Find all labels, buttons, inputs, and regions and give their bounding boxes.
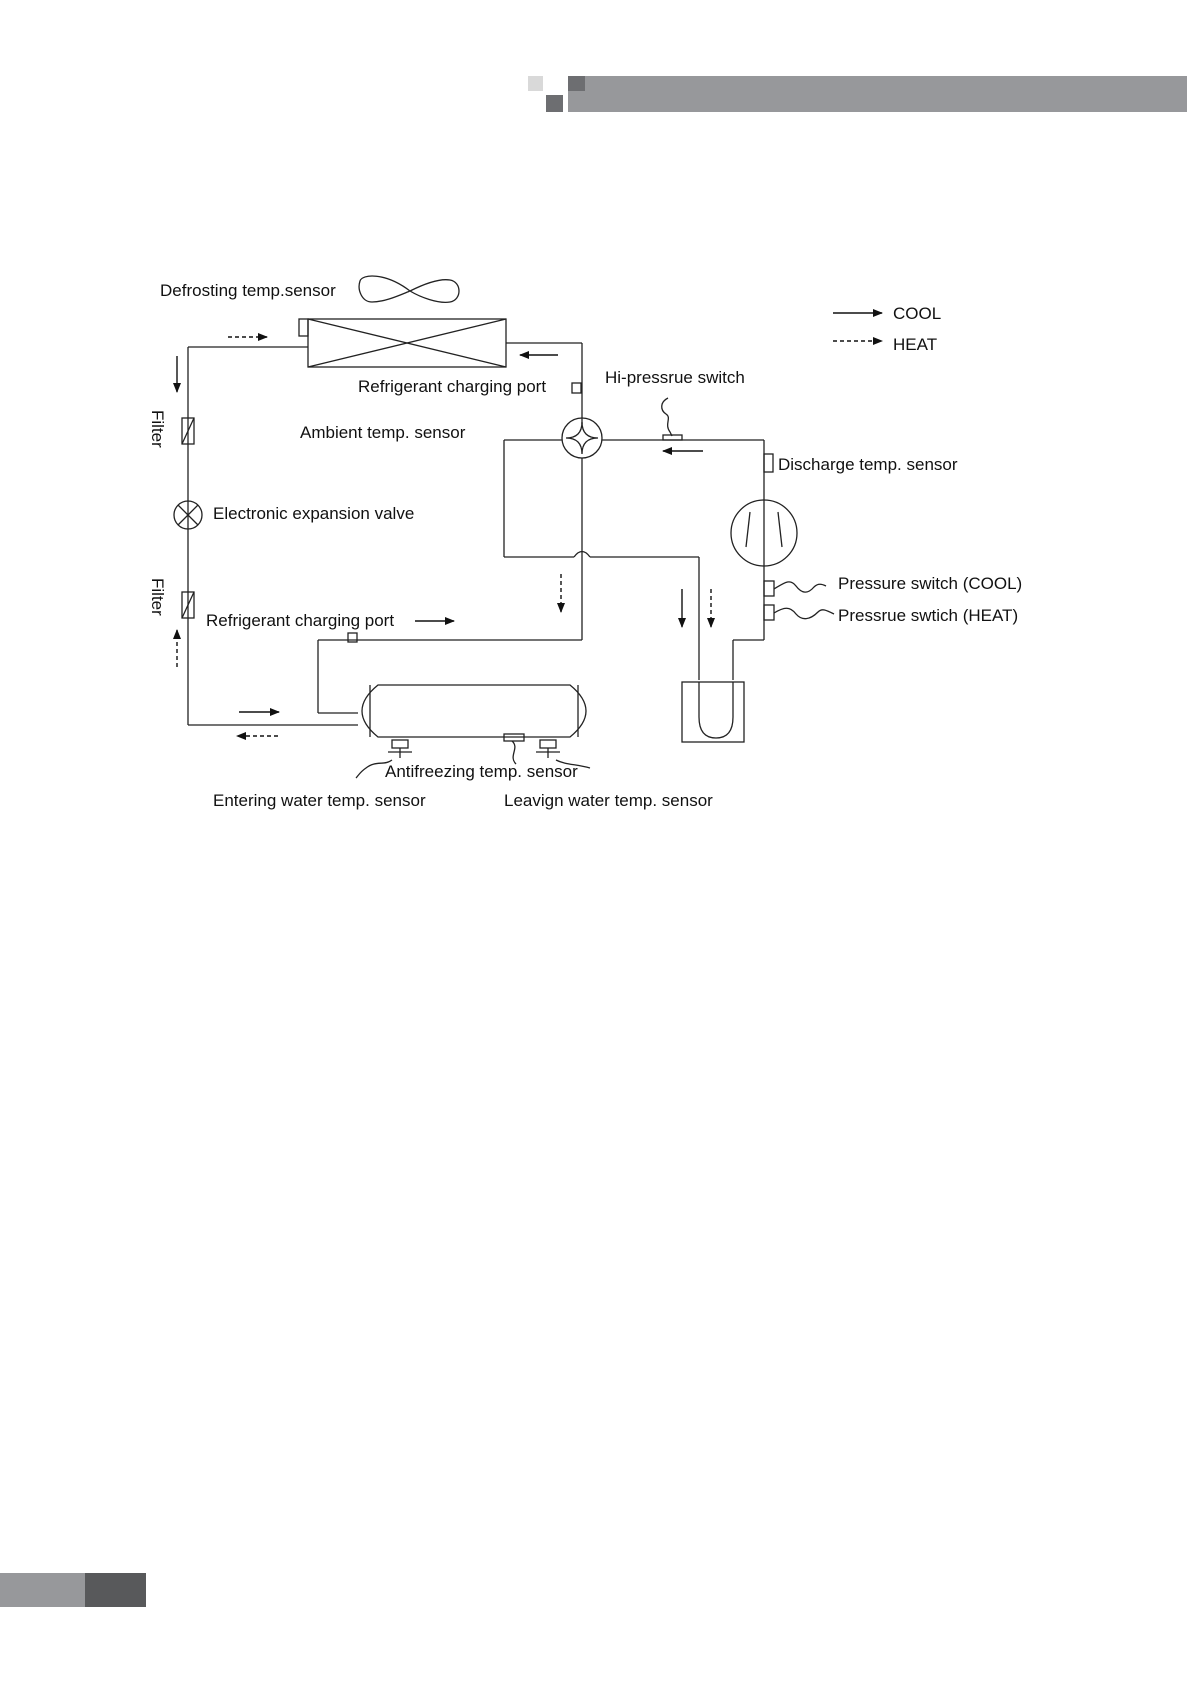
- label-charging-port-bottom: Refrigerant charging port: [206, 611, 395, 630]
- condenser-fan-icon: [359, 276, 459, 302]
- legend-cool-label: COOL: [893, 304, 942, 323]
- label-charging-port-top: Refrigerant charging port: [358, 377, 547, 396]
- label-antifreezing-sensor: Antifreezing temp. sensor: [385, 762, 578, 781]
- legend-heat-label: HEAT: [893, 335, 938, 354]
- label-defrosting-sensor: Defrosting temp.sensor: [160, 281, 336, 300]
- charging-port-top-icon: [572, 383, 581, 393]
- footer-bar-dark: [85, 1573, 146, 1607]
- air-side-heat-exchanger: [308, 319, 506, 367]
- four-way-valve-icon: [562, 418, 602, 458]
- label-entering-water-sensor: Entering water temp. sensor: [213, 791, 426, 810]
- charging-port-bottom-icon: [348, 633, 357, 642]
- label-discharge-sensor: Discharge temp. sensor: [778, 455, 958, 474]
- label-hi-pressure-switch: Hi-pressrue switch: [605, 368, 745, 387]
- pressure-switch-cool-icon: [764, 581, 774, 596]
- label-ambient-sensor: Ambient temp. sensor: [300, 423, 466, 442]
- pressure-switch-heat-icon: [764, 605, 774, 620]
- label-filter-bottom: Filter: [148, 578, 167, 616]
- label-pressure-switch-cool: Pressure switch (COOL): [838, 574, 1023, 593]
- label-leaving-water-sensor: Leavign water temp. sensor: [504, 791, 713, 810]
- label-pressure-switch-heat: Pressrue swtich (HEAT): [838, 606, 1019, 625]
- label-eev: Electronic expansion valve: [213, 504, 415, 523]
- defrosting-sensor-icon: [299, 319, 308, 336]
- label-filter-top: Filter: [148, 410, 167, 448]
- hi-pressure-switch-lead: [662, 398, 672, 436]
- discharge-sensor-icon: [764, 454, 773, 472]
- gas-liquid-separator-icon: [682, 682, 744, 742]
- water-side-heat-exchanger: [362, 685, 586, 737]
- footer-bar-light: [0, 1573, 85, 1607]
